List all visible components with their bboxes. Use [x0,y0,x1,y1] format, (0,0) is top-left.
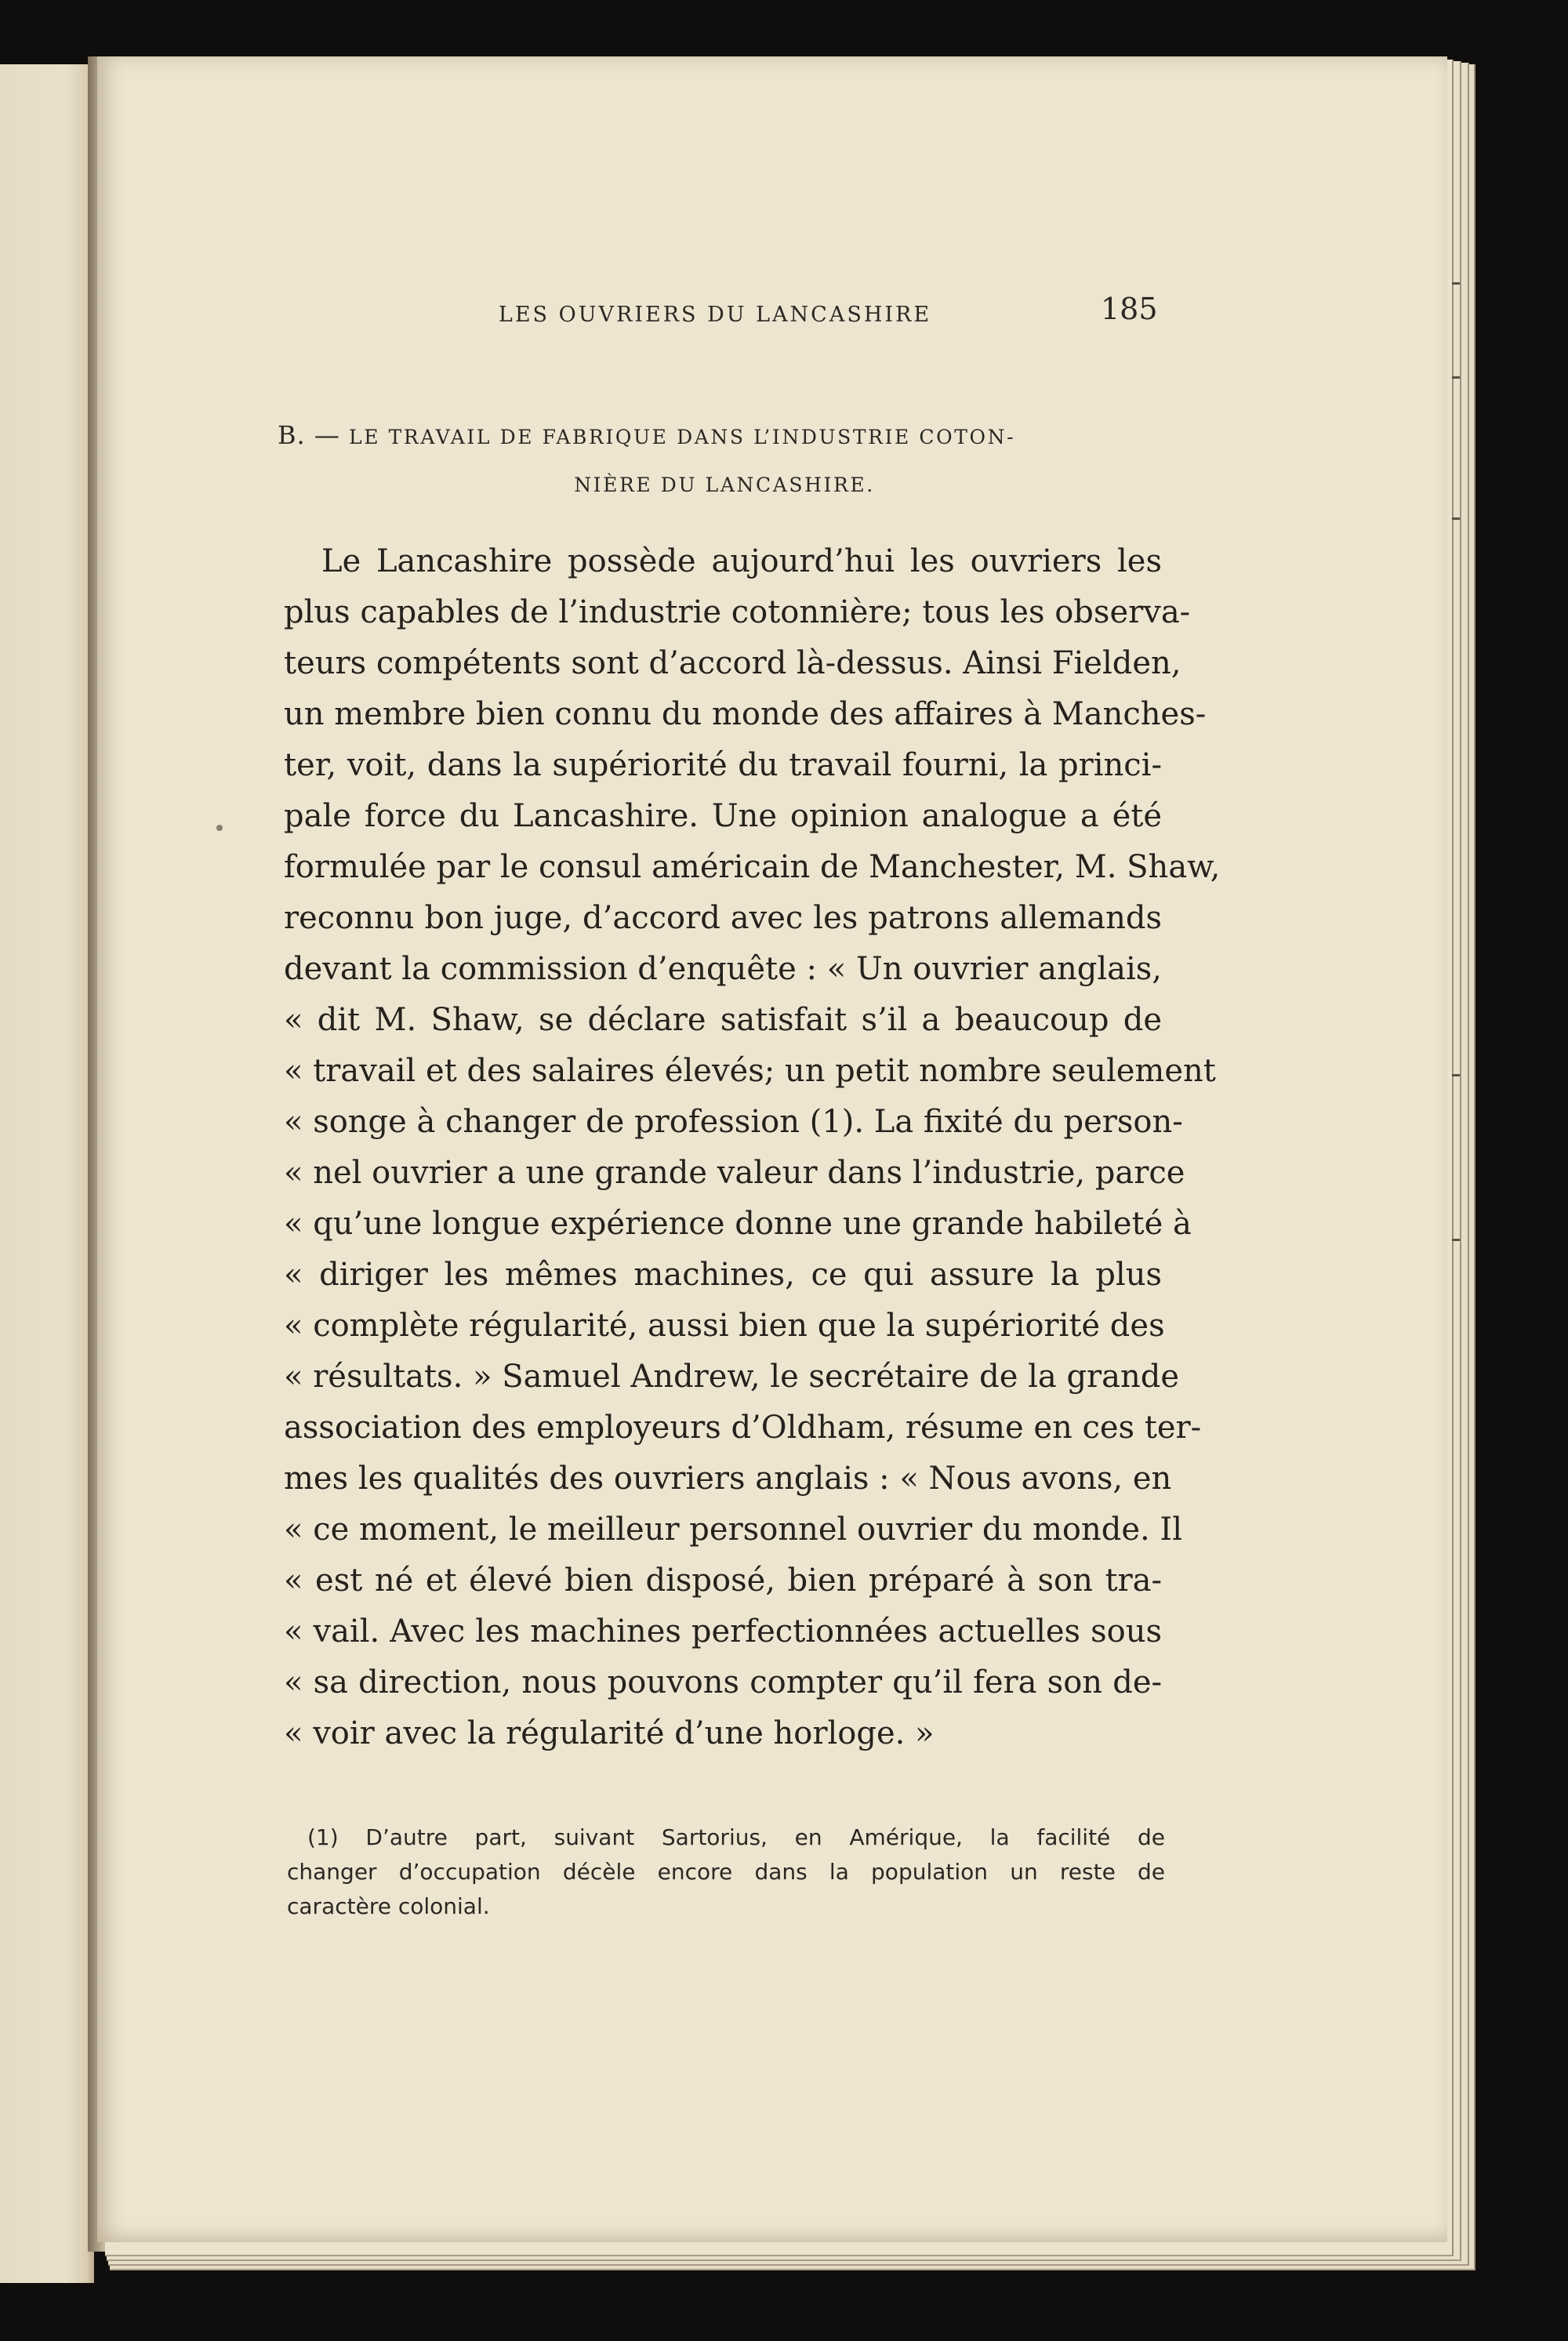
edge-mark [1452,517,1460,520]
body-line: un membre bien connu du monde des affaires à Manches- [284,696,1207,732]
body-line: association des employeurs d’Oldham, résume en ces ter- [284,1410,1202,1446]
running-head: LES OUVRIERS DU LANCASHIRE [498,303,932,327]
body-line: ter, voit, dans la supériorité du travail fourni, la princi- [284,747,1162,783]
body-line: « est né et élevé bien disposé, bien préparé à son tra- [284,1562,1162,1599]
page-number: 185 [1101,292,1158,326]
body-line: « vail. Avec les machines perfectionnées actuelles sous [284,1613,1162,1650]
footnote-line: changer d’occupation décèle encore dans la population un reste de [287,1859,1165,1885]
body-line: « ce moment, le meilleur personnel ouvrier du monde. Il [284,1512,1183,1548]
body-line: « travail et des salaires élevés; un petit nombre seulement [284,1053,1216,1089]
edge-mark [1452,282,1460,285]
section-heading [278,420,1171,496]
footnote-line: (1) D’autre part, suivant Sartorius, en Amérique, la facilité de [307,1824,1165,1850]
body-line: « diriger les mêmes machines, ce qui assure la plus [284,1257,1162,1293]
footnote-line: caractère colonial. [287,1893,490,1919]
body-line: pale force du Lancashire. Une opinion analogue a été [284,798,1162,834]
body-line: « complète régularité, aussi bien que la supériorité des [284,1308,1165,1344]
edge-mark [1452,376,1460,379]
facing-page [0,64,94,2283]
edge-mark [1452,1239,1460,1241]
section-heading-line-2: NIÈRE DU LANCASHIRE. [574,474,875,496]
body-line: « résultats. » Samuel Andrew, le secrétaire de la grande [284,1359,1180,1395]
margin-dot [216,825,223,831]
edge-mark [1452,1074,1460,1076]
section-heading-line-1 [278,420,1171,450]
body-line: Le Lancashire possède aujourd’hui les ouvriers les [321,543,1162,579]
body-line: devant la commission d’enquête : « Un ouvrier anglais, [284,951,1162,987]
body-line: formulée par le consul américain de Manchester, M. Shaw, [284,849,1221,885]
body-line: « dit M. Shaw, se déclare satisfait s’il a beaucoup de [284,1002,1162,1038]
body-line: teurs compétents sont d’accord là-dessus. Ainsi Fielden, [284,645,1181,681]
body-line: plus capables de l’industrie cotonnière; tous les observa- [284,594,1191,630]
body-line: « nel ouvrier a une grande valeur dans l’industrie, parce [284,1155,1185,1191]
body-line: « songe à changer de profession (1). La fixité du person- [284,1104,1183,1140]
section-prefix: B. — [278,420,340,450]
body-line: « voir avec la régularité d’une horloge. » [284,1715,935,1751]
body-line: « qu’une longue expérience donne une grande habileté à [284,1206,1192,1242]
body-line: mes les qualités des ouvriers anglais : « Nous avons, en [284,1461,1172,1497]
section-title-part-1: LE TRAVAIL DE FABRIQUE DANS L’INDUSTRIE COTON- [349,426,1016,448]
body-line: « sa direction, nous pouvons compter qu’il fera son de- [284,1664,1162,1700]
body-line: reconnu bon juge, d’accord avec les patrons allemands [284,900,1162,936]
